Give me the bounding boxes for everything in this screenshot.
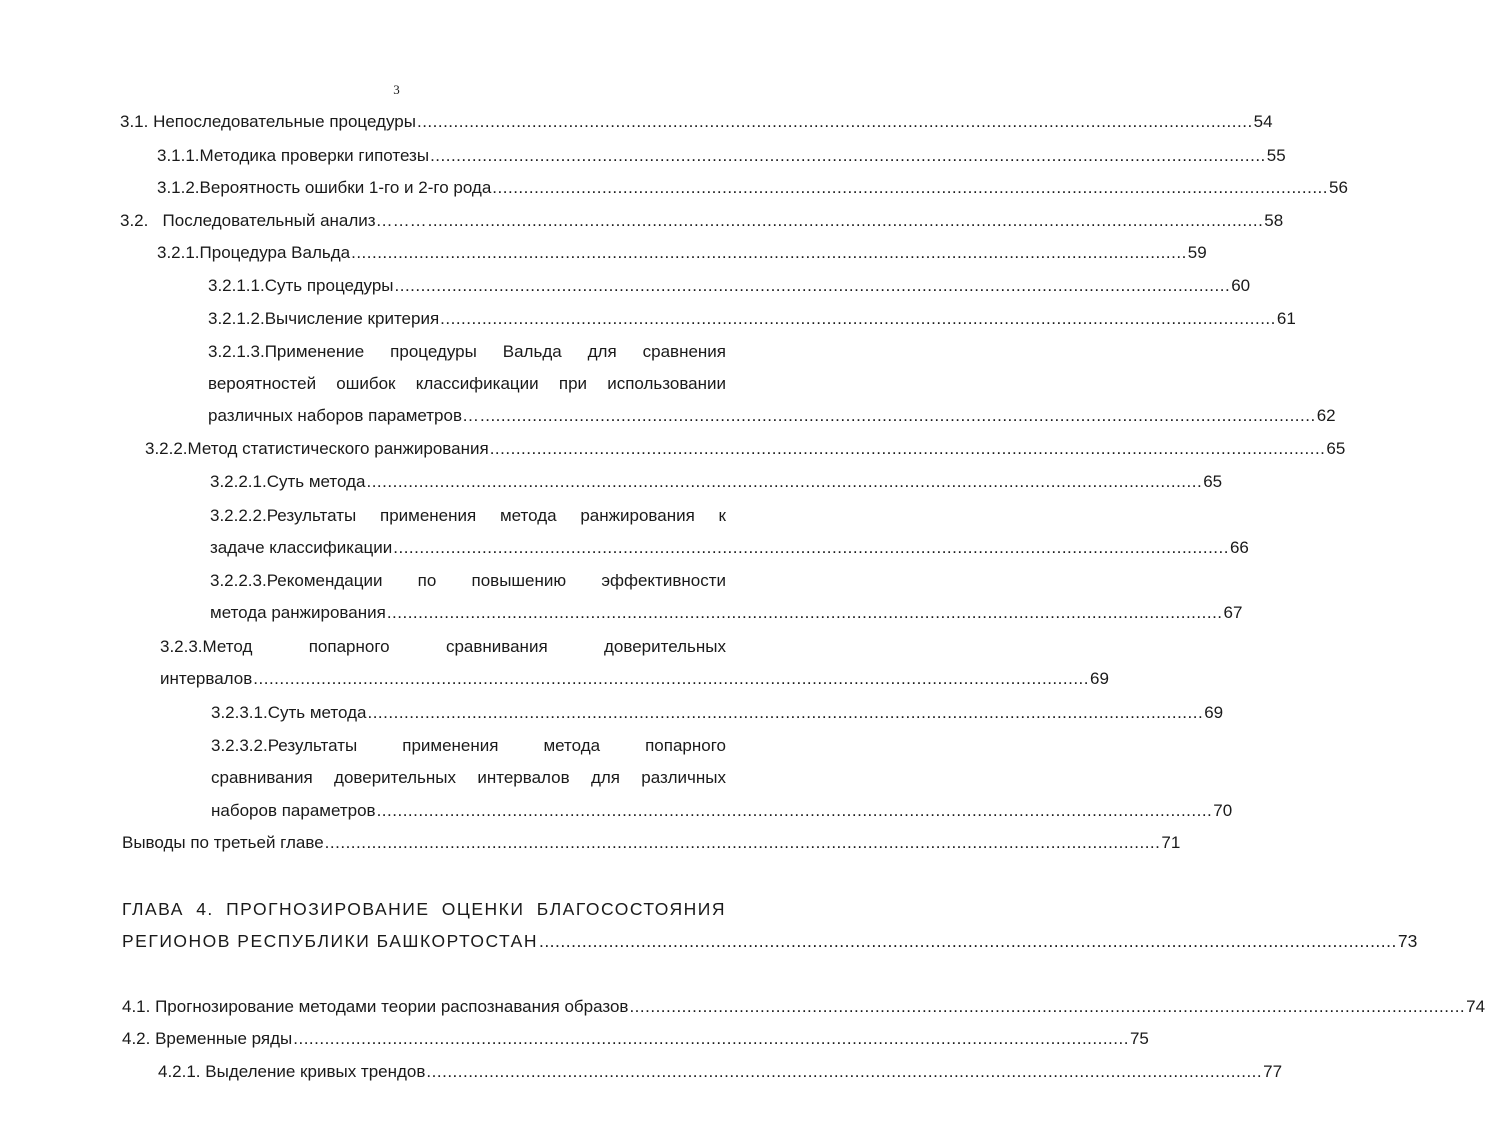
dot-leader: ................................................................................................................................................................	[489, 439, 1326, 458]
toc-page: 61	[1276, 309, 1296, 328]
toc-word: ГЛАВА	[122, 899, 184, 919]
toc-word: применения	[379, 506, 477, 525]
toc-word: применения	[402, 736, 499, 755]
toc-word: для	[590, 768, 620, 787]
toc-entry-4-2-1	[158, 1061, 1283, 1083]
dot-leader: ................................................................................................................................................................	[394, 276, 1231, 295]
toc-label: задаче классификации	[210, 538, 393, 557]
toc-entry-3-2-3-2-line2	[211, 767, 726, 789]
toc-label: 4.2.1. Выделение кривых трендов	[158, 1062, 426, 1081]
toc-label: 4.2. Временные ряды	[122, 1029, 293, 1048]
toc-entry-3-1-1	[157, 145, 1286, 167]
dot-leader: ................................................................................................................................................................	[324, 833, 1161, 852]
toc-word: вероятностей	[208, 374, 317, 393]
dot-leader: ................................................................................................................................................................	[427, 211, 1264, 230]
toc-entry-3-2-3-2-line1	[211, 735, 726, 757]
toc-label: 3.1.2.Вероятность ошибки 1-го и 2-го рода	[157, 178, 492, 197]
toc-page: 69	[1089, 669, 1109, 688]
toc-entry-3-2-2	[145, 438, 1346, 460]
toc-label: различных наборов параметров…	[208, 406, 479, 425]
toc-entry-3-2-1-3-line3	[208, 405, 1336, 427]
toc-word: 3.2.3.2.Результаты	[211, 736, 358, 755]
toc-page: 65	[1203, 472, 1223, 491]
toc-entry-3-2-3-line2	[160, 668, 1109, 690]
toc-word: метода	[543, 736, 601, 755]
dot-leader: ................................................................................................................................................................	[480, 406, 1316, 425]
toc-word: процедуры	[390, 342, 477, 361]
toc-label: 3.2.3.1.Суть метода	[211, 703, 367, 722]
toc-entry-3-2	[120, 210, 1284, 232]
toc-word: БЛАГОСОСТОЯНИЯ	[536, 899, 726, 919]
toc-word: к	[718, 506, 726, 525]
toc-word: Вальда	[502, 342, 562, 361]
toc-page: 65	[1326, 439, 1346, 458]
toc-word: различных	[641, 768, 726, 787]
toc-page: 58	[1264, 211, 1284, 230]
toc-entry-3-2-1-1	[208, 275, 1251, 297]
dot-leader: ................................................................................................................................................................	[440, 309, 1276, 328]
toc-label: 3.2.2.1.Суть метода	[210, 472, 366, 491]
toc-word: попарного	[308, 637, 390, 656]
page-number: 3	[393, 82, 400, 97]
toc-word: метода	[499, 506, 557, 525]
toc-entry-3-2-2-2-line2	[210, 537, 1249, 559]
toc-word: сравнивания	[445, 637, 548, 656]
toc-label: 4.1. Прогнозирование методами теории распознавания образов	[122, 997, 629, 1016]
toc-entry-3-2-3-2-line3	[211, 800, 1233, 822]
toc-word: доверительных	[334, 768, 457, 787]
toc-page: 67	[1223, 603, 1243, 622]
toc-page: 62	[1316, 406, 1336, 425]
toc-page: 74	[1466, 997, 1485, 1016]
toc-word: ПРОГНОЗИРОВАНИЕ	[226, 899, 430, 919]
toc-word: для	[587, 342, 617, 361]
dot-leader: ................................................................................................................................................................	[376, 801, 1213, 820]
dot-leader: ................................................................................................................................................................	[426, 1062, 1263, 1081]
dot-leader: ................................................................................................................................................................	[538, 931, 1397, 951]
toc-label: 3.2. Последовательный анализ………	[120, 211, 427, 230]
toc-page: 54	[1253, 112, 1273, 131]
toc-page: 55	[1266, 146, 1286, 165]
toc-label: 3.2.1.1.Суть процедуры	[208, 276, 394, 295]
toc-word: доверительных	[603, 637, 726, 656]
toc-word: попарного	[645, 736, 726, 755]
toc-word: эффективности	[601, 571, 726, 590]
toc-page: 71	[1161, 833, 1181, 852]
toc-entry-3-2-1-3-line2	[208, 373, 726, 395]
dot-leader: ................................................................................................................................................................	[430, 146, 1266, 165]
toc-word: повышению	[471, 571, 567, 590]
toc-page: 70	[1213, 801, 1233, 820]
toc-label: 3.2.1.2.Вычисление критерия	[208, 309, 440, 328]
toc-page: 77	[1263, 1062, 1283, 1081]
toc-entry-3-2-1	[157, 242, 1207, 264]
dot-leader: ................................................................................................................................................................	[351, 243, 1187, 262]
toc-word: 4.	[196, 899, 214, 919]
dot-leader: ................................................................................................................................................................	[629, 997, 1466, 1016]
toc-label: Выводы по третьей главе	[122, 833, 324, 852]
toc-entry-3-2-2-3-line2	[210, 602, 1243, 624]
toc-entry-conclusions-3	[122, 832, 1181, 854]
chapter-4-heading-line2	[122, 930, 1418, 952]
dot-leader: ................................................................................................................................................................	[253, 669, 1089, 688]
dot-leader: ................................................................................................................................................................	[393, 538, 1229, 557]
dot-leader: ................................................................................................................................................................	[367, 703, 1204, 722]
toc-label: 3.1. Непоследовательные процедуры	[120, 112, 416, 131]
toc-word: ошибок	[336, 374, 396, 393]
toc-page: 73	[1397, 931, 1418, 951]
toc-word: ранжирования	[580, 506, 695, 525]
toc-entry-3-1	[120, 111, 1273, 133]
toc-word: ОЦЕНКИ	[441, 899, 525, 919]
toc-page: 69	[1204, 703, 1224, 722]
toc-word: 3.2.3.Метод	[160, 637, 253, 656]
toc-label: РЕГИОНОВ РЕСПУБЛИКИ БАШКОРТОСТАН	[122, 931, 538, 951]
toc-entry-3-2-3-line1	[160, 636, 726, 658]
toc-word: сравнивания	[211, 768, 313, 787]
dot-leader: ................................................................................................................................................................	[293, 1029, 1129, 1048]
toc-page: 59	[1187, 243, 1207, 262]
toc-page: 56	[1329, 178, 1348, 197]
dot-leader: ................................................................................................................................................................	[386, 603, 1223, 622]
dot-leader: ................................................................................................................................................................	[416, 112, 1253, 131]
toc-label: метода ранжирования	[210, 603, 386, 622]
toc-word: 3.2.1.3.Применение	[208, 342, 365, 361]
toc-word: интервалов	[477, 768, 570, 787]
toc-word: 3.2.2.2.Результаты	[210, 506, 357, 525]
chapter-4-heading-line1	[122, 898, 726, 920]
toc-word: классификации	[415, 374, 539, 393]
toc-word: при	[558, 374, 588, 393]
toc-entry-3-2-1-3-line1	[208, 341, 726, 363]
dot-leader: ................................................................................................................................................................	[366, 472, 1203, 491]
dot-leader: ................................................................................................................................................................	[492, 178, 1328, 197]
toc-entry-3-1-2	[157, 177, 1348, 199]
toc-page: 75	[1129, 1029, 1149, 1048]
toc-label: 3.2.1.Процедура Вальда	[157, 243, 351, 262]
toc-entry-3-2-2-2-line1	[210, 505, 726, 527]
toc-label: интервалов	[160, 669, 253, 688]
toc-label: 3.1.1.Методика проверки гипотезы	[157, 146, 430, 165]
toc-entry-3-2-1-2	[208, 308, 1296, 330]
toc-entry-3-2-3-1	[211, 702, 1224, 724]
toc-entry-4-1	[122, 996, 1485, 1018]
toc-entry-3-2-2-1	[210, 471, 1223, 493]
toc-word: 3.2.2.3.Рекомендации	[210, 571, 383, 590]
toc-entry-4-2	[122, 1028, 1149, 1050]
toc-word: по	[417, 571, 437, 590]
toc-label: 3.2.2.Метод статистического ранжирования	[145, 439, 489, 458]
toc-entry-3-2-2-3-line1	[210, 570, 726, 592]
toc-page: 66	[1229, 538, 1249, 557]
toc-page: 60	[1231, 276, 1251, 295]
toc-word: использовании	[607, 374, 726, 393]
toc-word: сравнения	[642, 342, 726, 361]
toc-label: наборов параметров	[211, 801, 376, 820]
